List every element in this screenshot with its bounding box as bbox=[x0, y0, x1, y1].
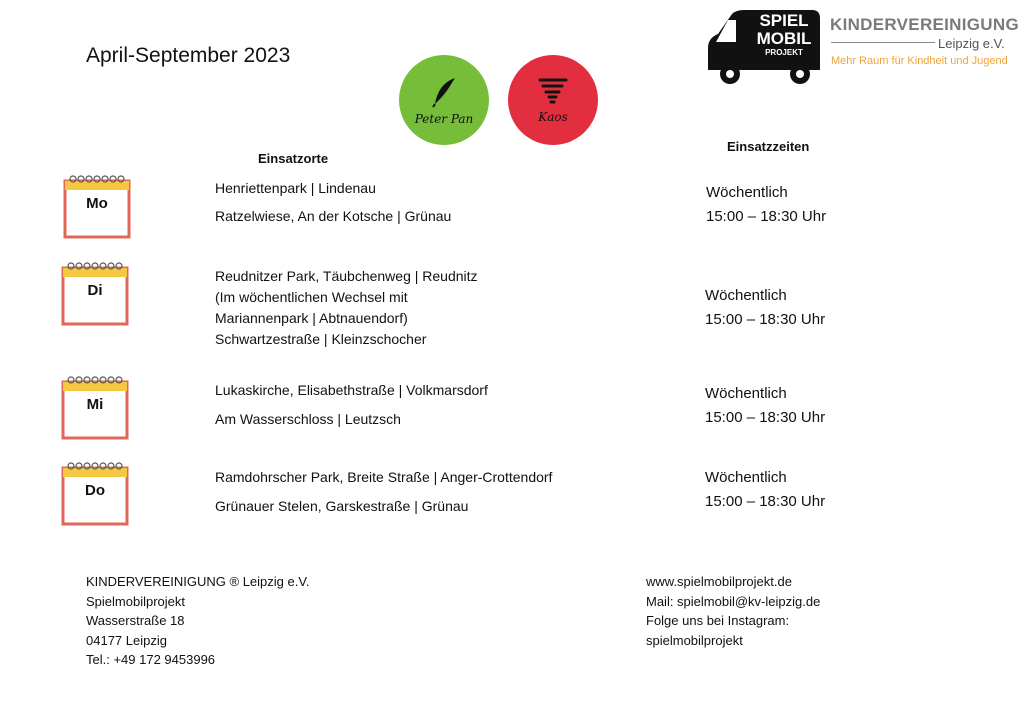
logo-van-line2: MOBIL bbox=[756, 29, 812, 48]
hours-text: 15:00 – 18:30 Uhr bbox=[706, 208, 827, 225]
spielmobil-logo bbox=[704, 8, 822, 86]
calendar-icon-di bbox=[61, 260, 129, 322]
place-item: Ramdohrscher Park, Breite Straße | Anger-Crottendorf bbox=[215, 469, 553, 485]
day-label: Mi bbox=[86, 396, 104, 413]
logo-sub: Leipzig e.V. bbox=[938, 36, 1005, 51]
email-link[interactable]: Mail: spielmobil@kv-leipzig.de bbox=[646, 593, 821, 609]
frequency-text: Wöchentlich bbox=[705, 385, 787, 402]
peter-pan-badge bbox=[399, 55, 489, 145]
calendar-icon-do bbox=[61, 460, 129, 522]
place-item: Grünauer Stelen, Garskestraße | Grünau bbox=[215, 498, 469, 514]
places-header: Einsatzorte bbox=[258, 151, 329, 166]
times-header: Einsatzzeiten bbox=[727, 139, 810, 154]
place-item: Am Wasserschloss | Leutzsch bbox=[215, 411, 401, 427]
feather-icon bbox=[427, 74, 461, 108]
day-label: Mo bbox=[86, 195, 108, 212]
instagram-text: Folge uns bei Instagram: bbox=[646, 613, 790, 628]
footer-contact bbox=[646, 572, 820, 650]
frequency-text: Wöchentlich bbox=[706, 184, 788, 201]
logo-van-line3: PROJEKT bbox=[765, 48, 803, 57]
tornado-icon bbox=[536, 76, 570, 106]
frequency-text: Wöchentlich bbox=[705, 287, 787, 304]
hours-text: 15:00 – 18:30 Uhr bbox=[705, 493, 826, 510]
place-item: Reudnitzer Park, Täubchenweg | Reudnitz bbox=[215, 268, 478, 284]
kaos-label: Kaos bbox=[538, 110, 568, 124]
footer-line: Spielmobilprojekt bbox=[86, 593, 185, 609]
calendar-icon-mi bbox=[61, 374, 129, 436]
logo-line bbox=[831, 42, 935, 43]
kaos-badge bbox=[508, 55, 598, 145]
place-item: (Im wöchentlichen Wechsel mit bbox=[215, 289, 408, 305]
logo-van-line1: SPIEL bbox=[759, 11, 809, 30]
calendar-icon-mo bbox=[63, 173, 131, 235]
day-label: Do bbox=[85, 482, 105, 499]
logo-tagline: Mehr Raum für Kindheit und Jugend bbox=[831, 55, 1008, 67]
page-title: April-September 2023 bbox=[86, 44, 291, 67]
hours-text: 15:00 – 18:30 Uhr bbox=[705, 311, 826, 328]
footer-phone[interactable]: Tel.: +49 172 9453996 bbox=[86, 652, 216, 667]
place-item: Schwartzestraße | Kleinzschocher bbox=[215, 331, 427, 347]
place-item: Mariannenpark | Abtnauendorf) bbox=[215, 310, 408, 326]
footer-line: KINDERVEREINIGUNG ® Leipzig e.V. bbox=[86, 574, 310, 589]
hours-text: 15:00 – 18:30 Uhr bbox=[705, 409, 826, 426]
peter-pan-label: Peter Pan bbox=[414, 112, 474, 126]
footer-address bbox=[86, 572, 309, 670]
place-item: Ratzelwiese, An der Kotsche | Grünau bbox=[215, 208, 452, 224]
frequency-text: Wöchentlich bbox=[705, 469, 787, 486]
place-item: Lukaskirche, Elisabethstraße | Volkmarsdorf bbox=[215, 382, 488, 398]
website-link[interactable]: www.spielmobilprojekt.de bbox=[646, 574, 792, 589]
place-item: Henriettenpark | Lindenau bbox=[215, 180, 376, 196]
footer-line: 04177 Leipzig bbox=[86, 632, 167, 648]
logo-brand: KINDERVEREINIGUNG bbox=[830, 15, 1019, 34]
footer-line: Wasserstraße 18 bbox=[86, 613, 185, 628]
instagram-handle[interactable]: spielmobilprojekt bbox=[646, 632, 743, 648]
day-label: Di bbox=[87, 282, 103, 299]
